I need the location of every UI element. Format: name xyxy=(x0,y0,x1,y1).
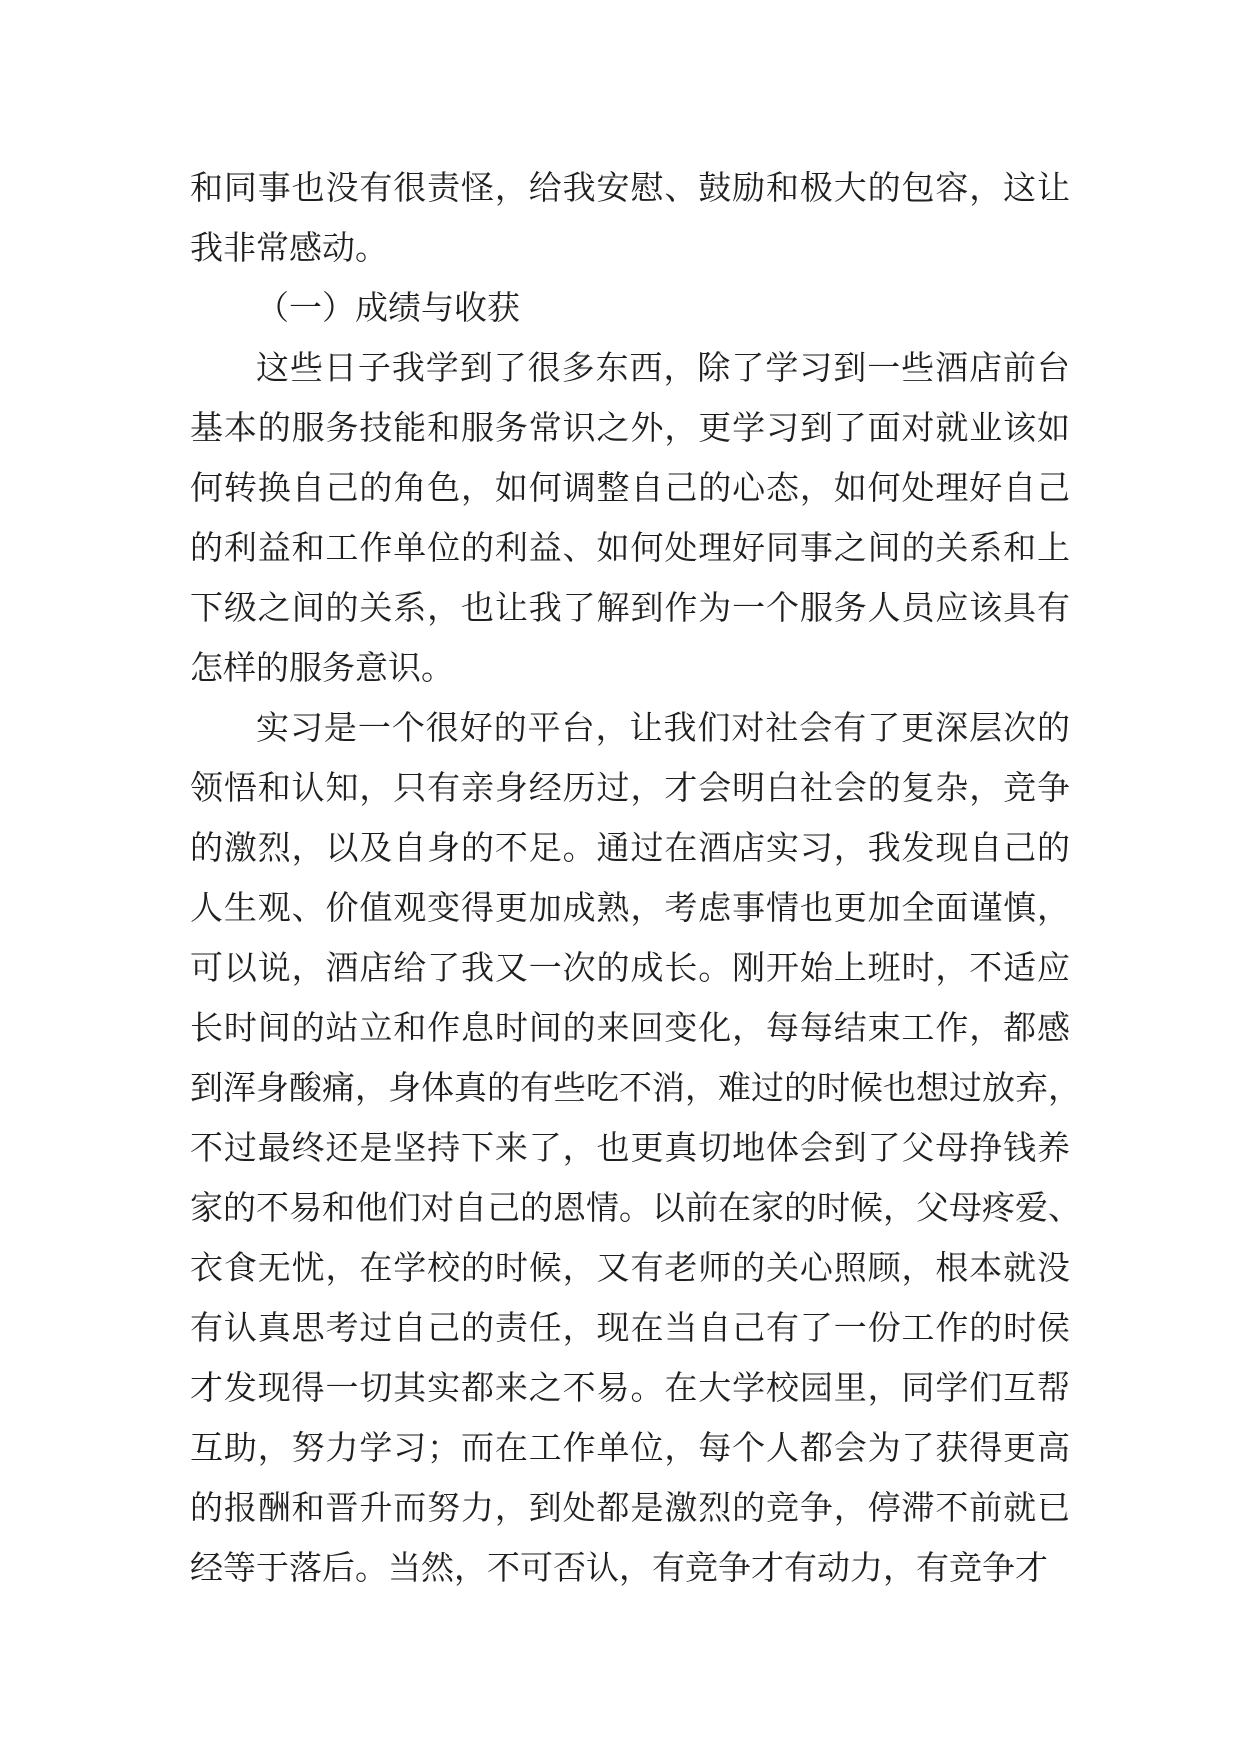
text-line: 有认真思考过自己的责任，现在当自己有了一份工作的时侯 xyxy=(190,1308,1070,1347)
paragraph-heading xyxy=(190,278,1070,338)
text-line: 家的不易和他们对自己的恩情。以前在家的时候，父母疼爱、 xyxy=(190,1188,1081,1227)
text-line: 我非常感动。 xyxy=(190,228,388,267)
text-line: 到浑身酸痛，身体真的有些吃不消，难过的时候也想过放弃， xyxy=(190,1068,1081,1107)
text-line: 人生观、价值观变得更加成熟，考虑事情也更加全面谨慎， xyxy=(190,888,1070,927)
text-line: 长时间的站立和作息时间的来回变化，每每结束工作，都感 xyxy=(190,1008,1070,1047)
text-line: 基本的服务技能和服务常识之外，更学习到了面对就业该如 xyxy=(190,408,1070,447)
text-line: 的报酬和晋升而努力，到处都是激烈的竞争，停滞不前就已 xyxy=(190,1488,1070,1527)
text-line: 可以说，酒店给了我又一次的成长。刚开始上班时，不适应 xyxy=(190,948,1070,987)
text-line: 不过最终还是坚持下来了，也更真切地体会到了父母挣钱养 xyxy=(190,1128,1070,1167)
text-line: 的激烈，以及自身的不足。通过在酒店实习，我发现自己的 xyxy=(190,828,1070,867)
text-line: 的利益和工作单位的利益、如何处理好同事之间的关系和上 xyxy=(190,528,1070,567)
text-line: 互助，努力学习；而在工作单位，每个人都会为了获得更高 xyxy=(190,1428,1070,1467)
paragraph-body xyxy=(190,698,1081,1598)
text-line: 下级之间的关系，也让我了解到作为一个服务人员应该具有 xyxy=(190,588,1070,627)
section-heading: （一）成绩与收获 xyxy=(256,288,520,327)
text-line: 这些日子我学到了很多东西，除了学习到一些酒店前台 xyxy=(256,348,1070,387)
text-line: 怎样的服务意识。 xyxy=(190,648,454,687)
text-line: 衣食无忧，在学校的时候，又有老师的关心照顾，根本就没 xyxy=(190,1248,1070,1287)
text-line: 才发现得一切其实都来之不易。在大学校园里，同学们互帮 xyxy=(190,1368,1070,1407)
text-line: 何转换自己的角色，如何调整自己的心态，如何处理好自己 xyxy=(190,468,1070,507)
document-body xyxy=(190,158,1081,1598)
paragraph-body xyxy=(190,338,1070,698)
text-line: 实习是一个很好的平台，让我们对社会有了更深层次的 xyxy=(256,708,1070,747)
text-line: 和同事也没有很责怪，给我安慰、鼓励和极大的包容，这让 xyxy=(190,168,1070,207)
paragraph-continuation xyxy=(190,158,1070,278)
text-line: 经等于落后。当然，不可否认，有竞争才有动力，有竞争才 xyxy=(190,1548,1048,1587)
text-line: 领悟和认知，只有亲身经历过，才会明白社会的复杂，竞争 xyxy=(190,768,1070,807)
